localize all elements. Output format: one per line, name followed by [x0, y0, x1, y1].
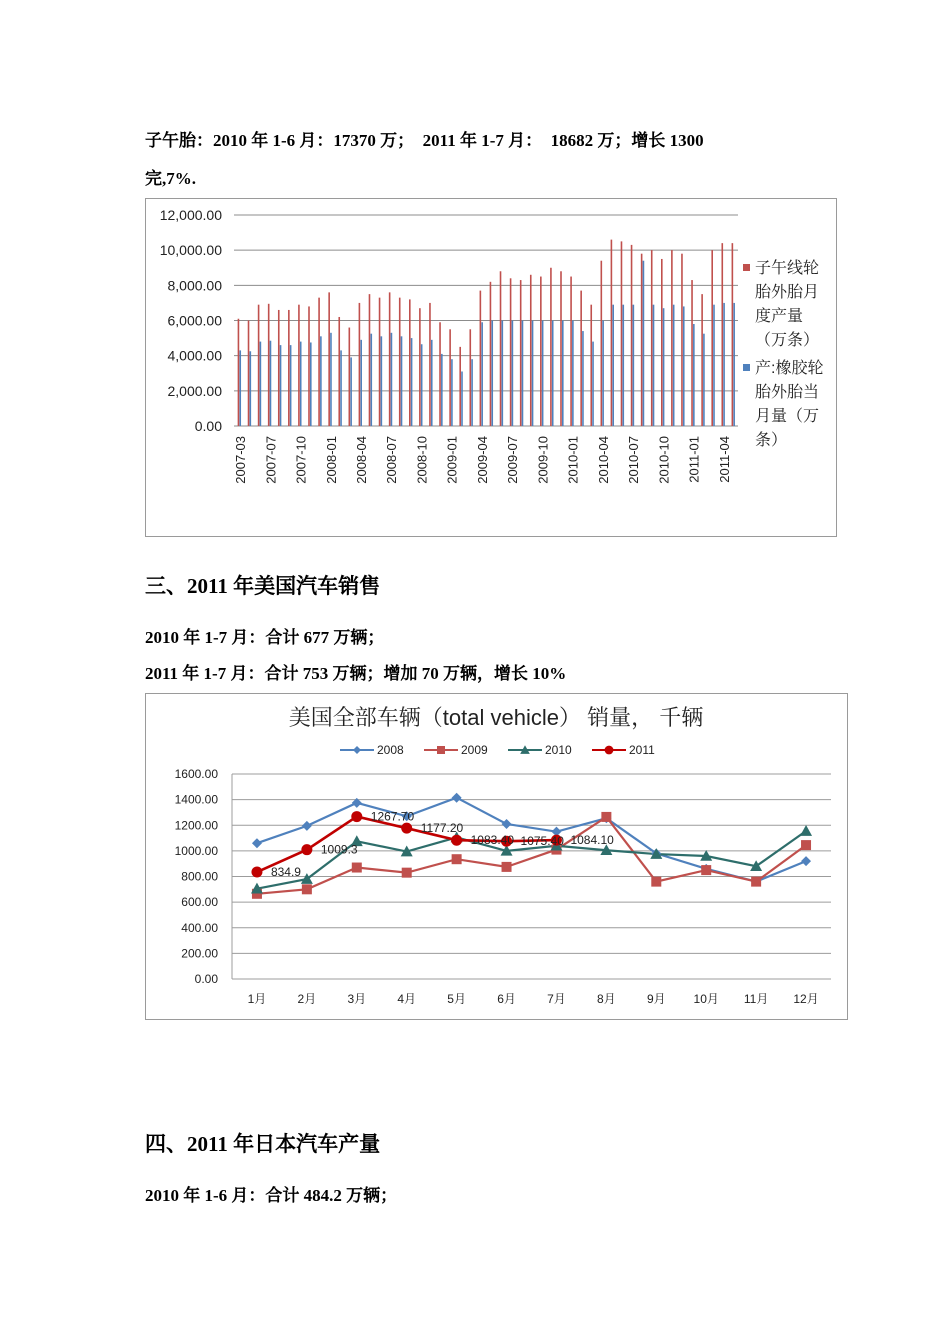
us-data-label: 1083.40	[470, 833, 515, 848]
tire-bar-rubber	[391, 333, 393, 426]
us-chart-svg	[146, 694, 847, 1019]
tire-bar-rubber	[552, 321, 554, 427]
tire-x-tick-label: 2011-04	[716, 436, 732, 483]
us-legend-label: 2008	[377, 743, 404, 757]
tire-bar-rubber	[491, 321, 493, 427]
tire-bar-rubber	[703, 334, 705, 426]
tire-bar-radial	[349, 328, 351, 426]
tire-bar-radial	[459, 347, 461, 426]
tire-bar-rubber	[713, 305, 715, 426]
us-data-label: 1009.3	[320, 842, 358, 857]
tire-bar-rubber	[250, 351, 252, 426]
tire-bar-radial	[732, 243, 734, 426]
us-chart-title: 美国全部车辆（total vehicle） 销量， 千辆	[288, 705, 704, 730]
us-data-label: 1177.20	[420, 821, 464, 836]
tire-bar-rubber	[602, 321, 604, 427]
tire-bar-rubber	[300, 342, 302, 426]
tire-bar-rubber	[441, 354, 443, 426]
tire-bar-radial	[661, 259, 663, 426]
tire-bar-radial	[651, 250, 653, 426]
tire-bar-radial	[318, 298, 320, 426]
us-data-label: 1084.10	[570, 833, 614, 848]
us-legend-marker	[437, 746, 445, 754]
tire-chart-svg	[146, 199, 836, 536]
tire-y-tick-label: 0.00	[194, 418, 222, 434]
us-point-2008	[302, 821, 312, 831]
us-data-label: 1075.40	[520, 834, 564, 849]
us-y-tick-label: 200.00	[181, 946, 218, 961]
tire-bar-radial	[338, 317, 340, 426]
tire-bar-radial	[268, 304, 270, 426]
tire-legend-swatch	[743, 364, 750, 371]
tire-bar-rubber	[643, 261, 645, 426]
tire-legend-label: 胎外胎月	[755, 284, 820, 301]
tire-bar-radial	[409, 299, 411, 426]
tire-bar-rubber	[522, 321, 524, 427]
tire-legend-label: 月量（万	[755, 408, 820, 425]
tire-bar-radial	[671, 250, 673, 426]
tire-bar-radial	[611, 240, 613, 426]
tire-x-tick-label: 2008-07	[384, 436, 400, 484]
us-x-tick-label: 5月	[447, 992, 466, 1006]
tire-bar-rubber	[633, 305, 635, 426]
tire-legend-label: 子午线轮	[755, 260, 820, 277]
tire-x-tick-label: 2010-10	[656, 436, 672, 484]
tire-y-tick-label: 8,000.00	[167, 277, 222, 294]
tire-bar-rubber	[481, 322, 483, 426]
us-point-2009	[302, 884, 312, 894]
tire-legend-label: （万条）	[755, 332, 820, 349]
us-vehicle-sales-chart	[145, 693, 848, 1020]
us-x-tick-label: 4月	[397, 992, 417, 1006]
tire-bar-rubber	[622, 305, 624, 426]
tire-bar-radial	[238, 319, 240, 426]
japan-production-heading: 四、2011 年日本汽车产量	[145, 1132, 381, 1156]
tire-bar-rubber	[502, 321, 504, 427]
tire-summary-line2: 完,7%.	[145, 169, 196, 188]
tire-bar-rubber	[532, 321, 534, 427]
us-point-2009	[801, 840, 811, 850]
us-y-tick-label: 0.00	[194, 972, 218, 986]
tire-bar-rubber	[421, 344, 423, 426]
tire-bar-radial	[510, 278, 512, 426]
tire-bar-radial	[621, 241, 623, 426]
tire-bar-rubber	[330, 333, 332, 426]
tire-bar-radial	[379, 298, 381, 426]
us-point-2011	[301, 844, 312, 855]
tire-bar-radial	[419, 308, 421, 426]
tire-x-tick-label: 2008-01	[323, 436, 339, 484]
tire-bar-rubber	[582, 331, 584, 426]
us-x-tick-label: 10月	[693, 992, 719, 1006]
tire-bar-rubber	[461, 371, 463, 426]
tire-bar-rubber	[683, 306, 685, 426]
tire-bar-rubber	[673, 305, 675, 426]
us-y-tick-label: 1600.00	[174, 767, 218, 781]
tire-y-tick-label: 6,000.00	[167, 312, 222, 329]
tire-bar-radial	[500, 271, 502, 426]
tire-bar-radial	[298, 305, 300, 426]
tire-bar-rubber	[340, 350, 342, 426]
us-x-tick-label: 7月	[547, 992, 566, 1006]
us-y-tick-label: 1400.00	[174, 792, 218, 807]
tire-bar-radial	[308, 306, 310, 426]
tire-bar-rubber	[693, 324, 695, 426]
us-point-2011	[351, 811, 362, 822]
tire-bar-rubber	[320, 336, 322, 426]
us-legend-marker	[353, 746, 361, 754]
tire-bar-radial	[631, 245, 633, 426]
us-x-tick-label: 2月	[297, 992, 317, 1006]
tire-legend-label: 条）	[755, 432, 788, 449]
tire-x-tick-label: 2009-04	[474, 436, 490, 484]
us-point-2009	[601, 812, 611, 822]
tire-summary-line1: 子午胎：2010 年 1-6 月：17370 万； 2011 年 1-7 月： 18682 万；增长 1300	[145, 131, 704, 150]
tire-production-chart	[145, 198, 837, 537]
tire-bar-rubber	[239, 350, 241, 426]
tire-y-tick-label: 12,000.00	[159, 207, 222, 223]
tire-bar-radial	[530, 275, 532, 426]
tire-bar-rubber	[360, 340, 362, 426]
tire-bar-rubber	[733, 303, 735, 426]
tire-bar-radial	[570, 277, 572, 426]
tire-y-tick-label: 2,000.00	[167, 382, 222, 399]
tire-bar-radial	[550, 268, 552, 426]
tire-x-tick-label: 2010-04	[595, 436, 611, 484]
us-x-tick-label: 8月	[597, 992, 616, 1006]
tire-x-tick-label: 2007-10	[293, 436, 309, 484]
tire-bar-rubber	[350, 357, 352, 426]
tire-bar-rubber	[280, 345, 282, 426]
tire-bar-rubber	[310, 342, 312, 426]
tire-bar-radial	[480, 291, 482, 426]
tire-bar-radial	[449, 329, 451, 426]
tire-bar-radial	[429, 303, 431, 426]
tire-bar-rubber	[653, 305, 655, 426]
tire-bar-rubber	[451, 359, 453, 426]
us-point-2009	[502, 862, 512, 872]
us-point-2009	[352, 863, 362, 873]
us-point-2009	[651, 877, 661, 887]
us-y-tick-label: 1200.00	[174, 818, 218, 833]
tire-bar-radial	[590, 305, 592, 426]
tire-bar-rubber	[270, 341, 272, 426]
us-legend-label: 2010	[545, 743, 572, 757]
tire-bar-rubber	[512, 321, 514, 427]
tire-bar-radial	[580, 291, 582, 426]
tire-bar-radial	[359, 303, 361, 426]
tire-bar-rubber	[260, 342, 262, 426]
tire-bar-rubber	[471, 359, 473, 426]
us-x-tick-label: 6月	[497, 992, 516, 1006]
tire-bar-rubber	[612, 305, 614, 426]
us-point-2009	[701, 865, 711, 875]
tire-bar-rubber	[562, 321, 564, 427]
tire-legend-label: 产:橡胶轮	[755, 360, 824, 377]
us-point-2010	[800, 825, 812, 836]
us-y-tick-label: 1000.00	[174, 843, 218, 858]
tire-x-tick-label: 2009-07	[505, 436, 521, 484]
tire-bar-rubber	[431, 340, 433, 426]
us-y-tick-label: 600.00	[181, 895, 218, 910]
tire-bar-radial	[328, 292, 330, 426]
tire-bar-radial	[399, 298, 401, 426]
us-point-2008	[502, 819, 512, 829]
us-x-tick-label: 12月	[793, 992, 819, 1006]
tire-x-tick-label: 2008-04	[354, 436, 369, 484]
tire-bar-radial	[520, 280, 522, 426]
tire-bar-rubber	[411, 338, 413, 426]
us-data-label: 1267.70	[370, 809, 415, 824]
us-legend-label: 2011	[629, 743, 655, 757]
us-data-label: 834.9	[270, 865, 301, 880]
tire-bar-radial	[701, 294, 703, 426]
us-point-2009	[751, 877, 761, 887]
tire-bar-rubber	[663, 308, 665, 426]
tire-x-tick-label: 2011-01	[686, 436, 702, 483]
us-x-tick-label: 3月	[347, 992, 367, 1006]
us-y-tick-label: 800.00	[181, 869, 218, 884]
tire-bar-radial	[439, 322, 441, 426]
us-point-2009	[402, 868, 412, 878]
tire-bar-radial	[601, 261, 603, 426]
tire-x-tick-label: 2010-07	[626, 436, 642, 484]
us-legend-label: 2009	[461, 743, 488, 757]
tire-bar-rubber	[290, 345, 292, 426]
tire-bar-radial	[469, 329, 471, 426]
us-point-2008	[452, 793, 462, 803]
tire-bar-radial	[681, 254, 683, 426]
us-x-tick-label: 1月	[247, 992, 267, 1006]
tire-bar-radial	[721, 243, 723, 426]
tire-bar-radial	[540, 277, 542, 426]
tire-x-tick-label: 2010-01	[565, 436, 581, 484]
tire-bar-radial	[560, 271, 562, 426]
tire-bar-radial	[278, 310, 280, 426]
tire-bar-radial	[288, 310, 290, 426]
tire-bar-rubber	[723, 303, 725, 426]
tire-y-tick-label: 10,000.00	[159, 242, 222, 259]
us-point-2008	[801, 856, 811, 866]
tire-bar-radial	[641, 254, 643, 426]
us-point-2011	[401, 823, 412, 834]
tire-bar-radial	[691, 280, 693, 426]
tire-x-tick-label: 2009-01	[444, 436, 460, 484]
us-x-tick-label: 9月	[646, 992, 666, 1006]
us-sales-line2: 2011 年 1-7 月：合计 753 万辆；增加 70 万辆，增长 10%	[145, 664, 567, 683]
us-sales-heading: 三、2011 年美国汽车销售	[145, 574, 381, 598]
tire-legend-label: 度产量	[755, 308, 804, 325]
tire-bar-radial	[389, 292, 391, 426]
tire-bar-rubber	[401, 336, 403, 426]
tire-y-tick-label: 4,000.00	[167, 347, 222, 364]
tire-bar-radial	[248, 321, 250, 427]
tire-x-tick-label: 2008-10	[414, 436, 430, 484]
us-x-tick-label: 11月	[743, 992, 769, 1006]
tire-bar-radial	[258, 305, 260, 426]
tire-bar-radial	[490, 282, 492, 426]
tire-bar-rubber	[572, 321, 574, 427]
us-sales-line1: 2010 年 1-7 月：合计 677 万辆；	[145, 628, 385, 647]
us-y-tick-label: 400.00	[181, 920, 218, 935]
japan-production-line1: 2010 年 1-6 月：合计 484.2 万辆；	[145, 1186, 398, 1205]
tire-x-tick-label: 2007-03	[233, 436, 249, 484]
tire-bar-radial	[369, 294, 371, 426]
tire-bar-rubber	[370, 334, 372, 426]
tire-bar-radial	[711, 250, 713, 426]
tire-x-tick-label: 2007-07	[263, 436, 279, 484]
tire-legend-swatch	[743, 264, 750, 271]
tire-bar-rubber	[592, 342, 594, 426]
us-point-2011	[251, 867, 262, 878]
tire-bar-rubber	[542, 321, 544, 427]
tire-x-tick-label: 2009-10	[535, 436, 551, 484]
us-legend-marker	[605, 746, 614, 755]
us-point-2008	[252, 838, 262, 848]
tire-legend-label: 胎外胎当	[755, 384, 820, 401]
us-point-2009	[452, 854, 462, 864]
tire-bar-rubber	[381, 336, 383, 426]
us-point-2011	[451, 835, 462, 846]
